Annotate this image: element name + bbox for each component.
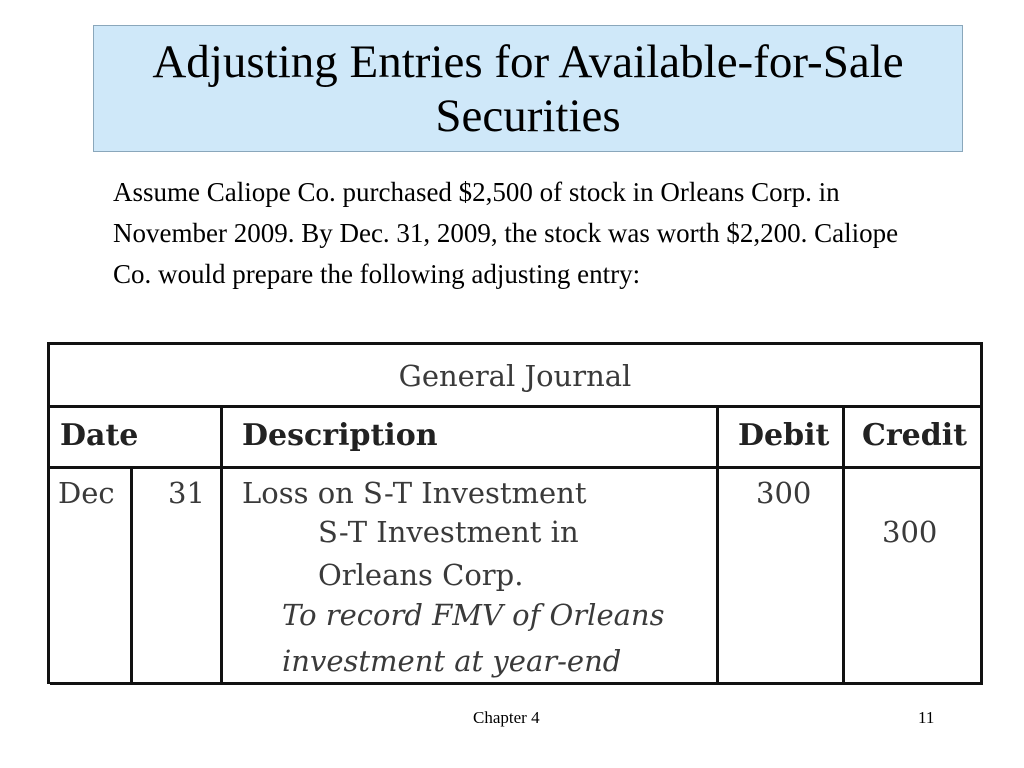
entry-day: 31: [168, 476, 205, 510]
journal-title: General Journal: [398, 359, 632, 393]
entry-debit-amount: 300: [756, 476, 812, 510]
entry-credit-account-line2: Orleans Corp.: [318, 558, 524, 592]
entry-month: Dec: [58, 476, 115, 510]
header-description: Description: [242, 418, 438, 453]
col-divider-month-day: [130, 466, 133, 685]
entry-credit-amount: 300: [882, 515, 938, 549]
entry-memo-line1: To record FMV of Orleans: [282, 598, 665, 632]
entry-debit-account: Loss on S-T Investment: [242, 476, 587, 510]
entry-memo-line2: investment at year-end: [282, 644, 622, 678]
footer-page-number: 11: [918, 708, 935, 727]
entry-credit-account-line1: S-T Investment in: [318, 515, 579, 549]
intro-paragraph: Assume Caliope Co. purchased $2,500 of stock in Orleans Corp. in November 2009. By Dec. 31, 2009, the stock was worth $2,200. Caliope Co. would prepare the following adjusting entry:: [113, 177, 899, 289]
slide-title: Adjusting Entries for Available-for-Sale Securities: [152, 35, 904, 142]
slide-title-box: [93, 25, 963, 152]
header-credit: Credit: [862, 418, 967, 453]
header-debit: Debit: [738, 418, 830, 453]
col-divider-debit: [842, 405, 845, 685]
col-divider-date: [220, 405, 223, 685]
general-journal-table: [47, 342, 983, 684]
footer-chapter: Chapter 4: [473, 708, 540, 727]
header-date: Date: [60, 418, 139, 453]
journal-right-border: [980, 345, 983, 685]
col-divider-description: [716, 405, 719, 685]
